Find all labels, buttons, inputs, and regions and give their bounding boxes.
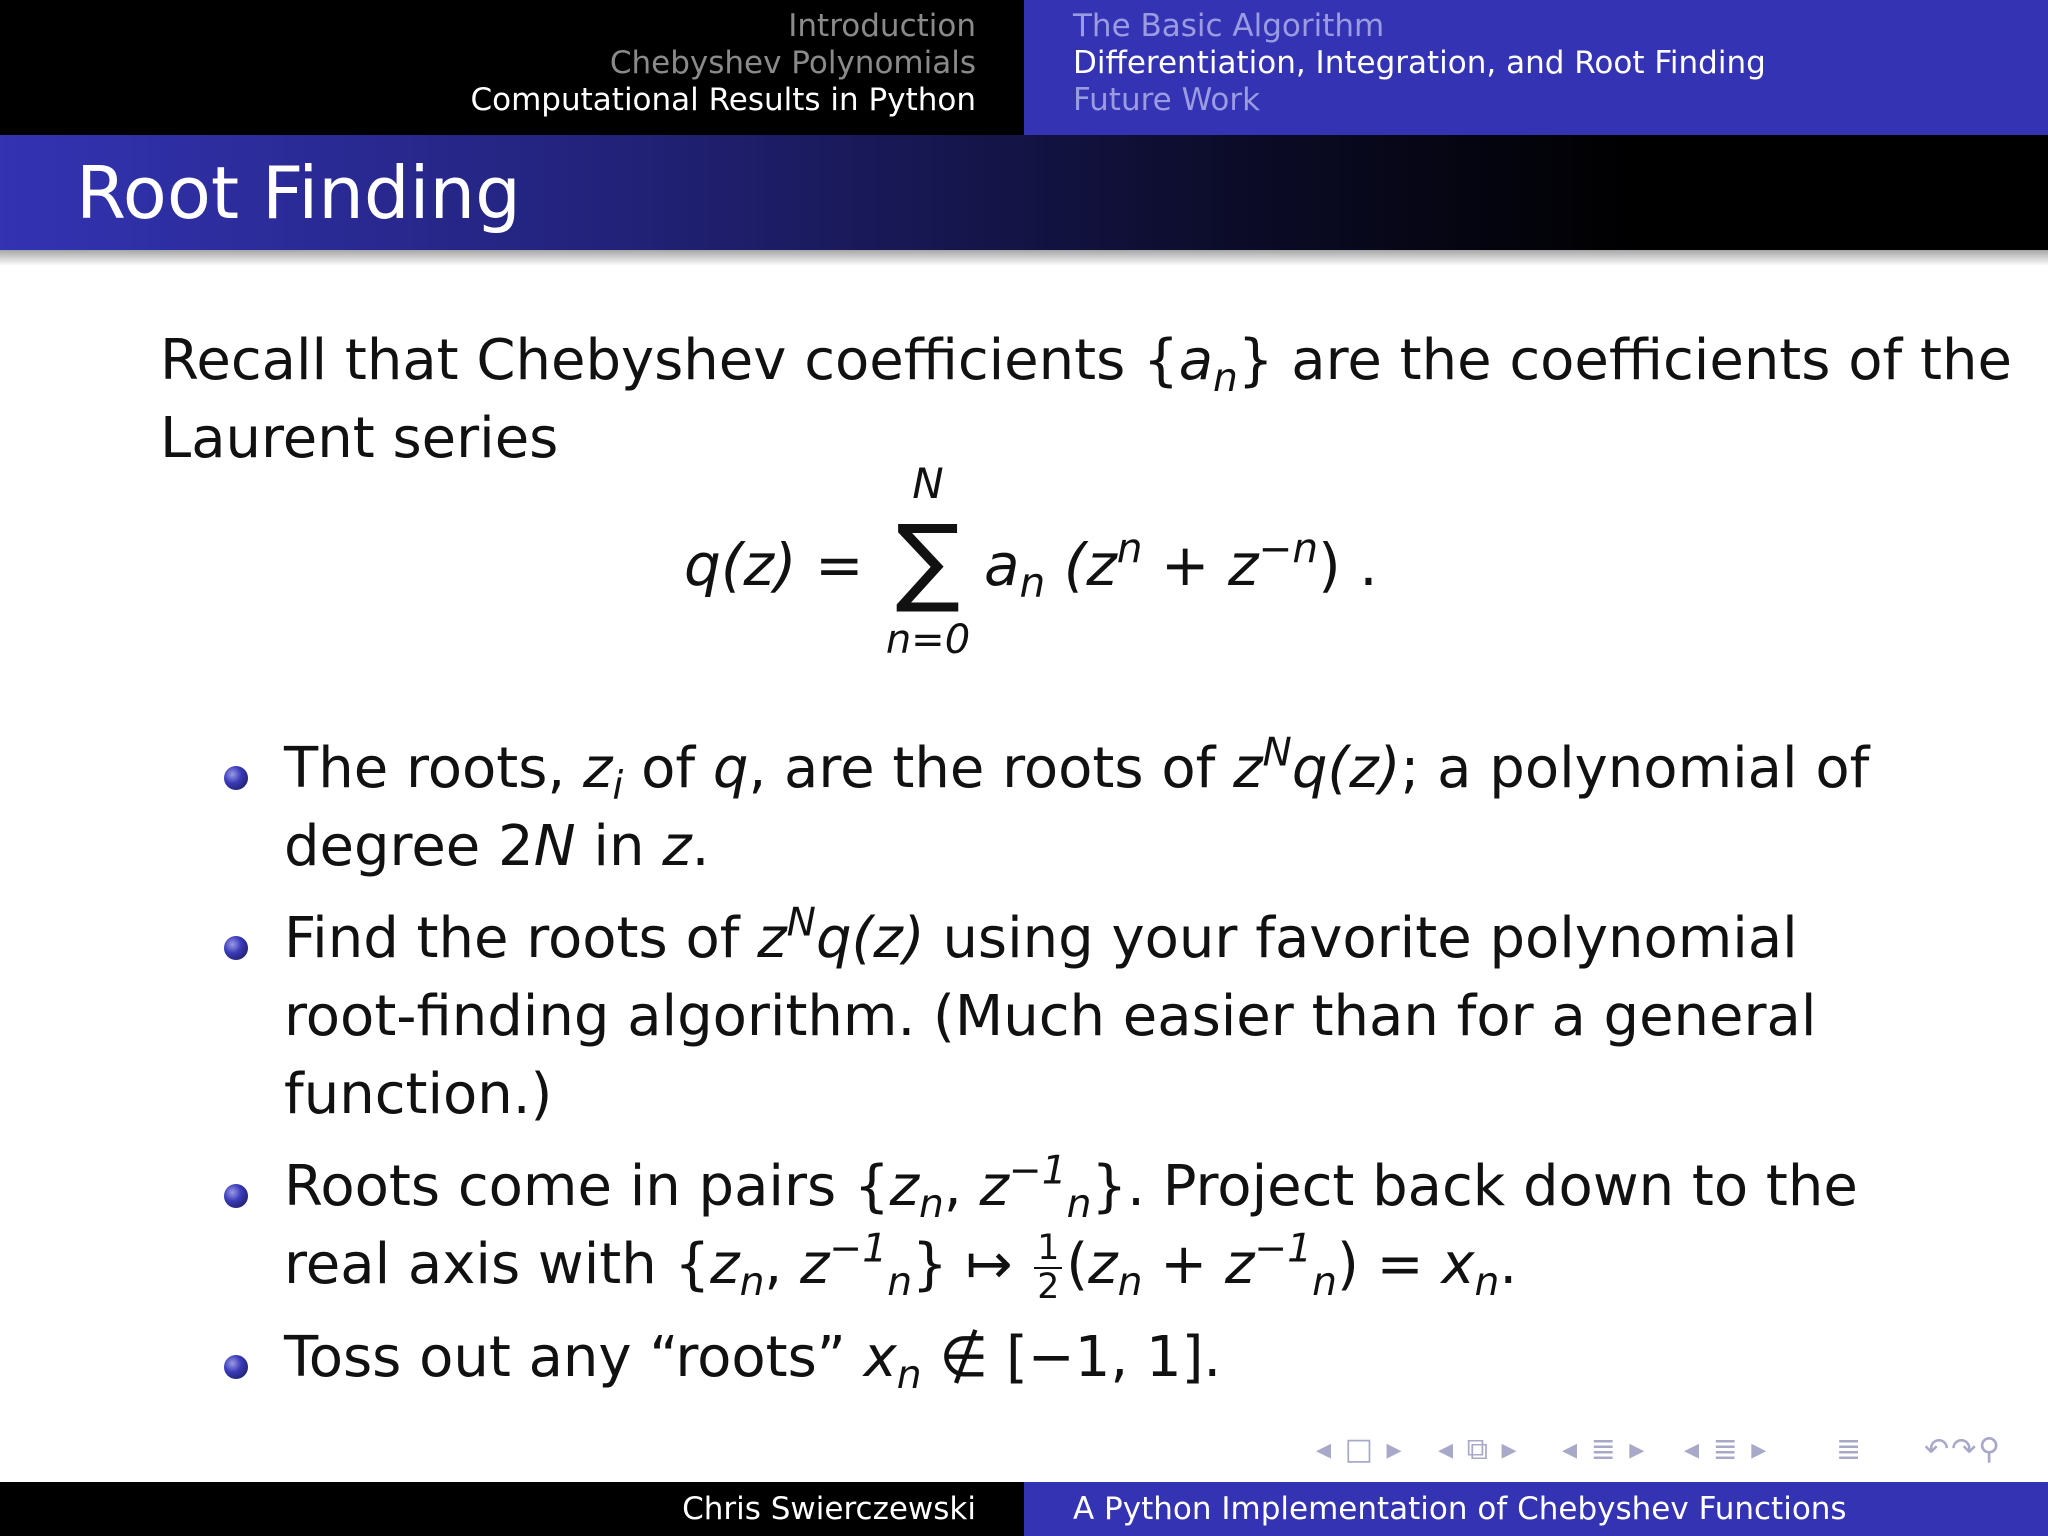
equation-lhs: q(z) = — [684, 531, 864, 599]
b1-t3: , are the roots of — [748, 736, 1234, 801]
b3-comma: , — [943, 1154, 980, 1219]
b3-n5: n — [1117, 1259, 1143, 1305]
nav-toc-icon[interactable]: ≣ — [1836, 1432, 1864, 1467]
sum-lower-limit: n=0 — [885, 617, 971, 663]
summation — [880, 459, 976, 663]
eq-a: a — [984, 531, 1020, 599]
bullet-toss-out — [0, 1319, 1904, 1397]
section-navigation — [0, 0, 1024, 135]
bullet-dot-icon — [224, 1184, 248, 1208]
nav-subsubsection-icon[interactable]: ◂ ≣ ▸ — [1684, 1432, 1769, 1467]
intro-a: a — [1178, 328, 1214, 393]
equation-rhs — [984, 524, 1378, 608]
bullet-find-roots — [0, 900, 1904, 1134]
b2-qz: q(z) — [816, 906, 925, 971]
b3-plus: + — [1142, 1232, 1225, 1297]
b3-n2: n — [1066, 1181, 1092, 1227]
eq-exp1: n — [1116, 524, 1143, 573]
nav-section-icon[interactable]: ◂ ≣ ▸ — [1562, 1432, 1647, 1467]
b2-t1: Find the roots of — [284, 906, 758, 971]
frame-title: Root Finding — [76, 151, 521, 235]
b3-n6: n — [1312, 1259, 1337, 1305]
eq-close: ) . — [1318, 531, 1378, 599]
eq-open: (z — [1045, 531, 1117, 599]
b1-t5: in — [575, 814, 663, 879]
b1-t2: of — [623, 736, 713, 801]
eq-plus: + z — [1142, 531, 1259, 599]
eq-a-sub: n — [1019, 559, 1046, 608]
b3-exp: −1 — [1008, 1148, 1067, 1194]
b3-exp2: −1 — [829, 1226, 888, 1272]
b1-z2: z — [1233, 736, 1263, 801]
sigma-symbol: ∑ — [895, 504, 961, 616]
bullet-dot-icon — [224, 1355, 248, 1379]
b3-z4: z — [800, 1232, 830, 1297]
b1-N: N — [1262, 730, 1292, 776]
b4-n: n — [896, 1353, 922, 1399]
b3-t3: } ↦ — [912, 1232, 1031, 1297]
subsection-navigation — [1024, 0, 2048, 135]
b4-interval: [−1, 1]. — [1005, 1325, 1222, 1391]
nav-frame-icon[interactable]: ◂ □ ▸ — [1316, 1432, 1404, 1467]
b1-t6: . — [691, 814, 710, 879]
bullet-dot-icon — [224, 766, 248, 790]
b1-i: i — [612, 763, 624, 809]
b1-N2: N — [533, 814, 576, 879]
b2-z: z — [757, 906, 787, 971]
nav-subsection-icon[interactable]: ◂ ⧉ ▸ — [1438, 1432, 1519, 1467]
b3-n7: n — [1474, 1259, 1500, 1305]
b3-z2: z — [979, 1154, 1009, 1219]
b1-q: q — [712, 736, 749, 801]
nav-subsection-differentiation[interactable]: Differentiation, Integration, and Root Finding — [1073, 45, 1766, 81]
b3-z6: z — [1224, 1232, 1255, 1297]
b3-comma2: , — [764, 1232, 801, 1297]
b3-t6: . — [1499, 1232, 1518, 1297]
intro-line2: Laurent series — [160, 406, 559, 471]
frac-num: 1 — [1034, 1230, 1062, 1268]
bullet-list — [0, 730, 2048, 1411]
one-half-fraction — [1034, 1230, 1062, 1305]
b4-t1: Toss out any “roots” — [284, 1325, 864, 1391]
frame-title-bar — [0, 135, 2048, 250]
nav-subsection-future-work[interactable]: Future Work — [1073, 82, 1261, 118]
bullet-dot-icon — [224, 936, 248, 960]
intro-n: n — [1213, 355, 1238, 401]
b3-x: x — [1441, 1232, 1475, 1297]
nav-section-chebyshev-polynomials[interactable]: Chebyshev Polynomials — [609, 45, 976, 81]
b1-t4: ; a polynomial of degree 2 — [284, 736, 1870, 879]
b4-notin: ∉ — [921, 1325, 1006, 1391]
b1-qz: q(z) — [1291, 736, 1401, 801]
b3-exp3: −1 — [1254, 1226, 1313, 1272]
frac-den: 2 — [1037, 1266, 1060, 1307]
title-shadow — [0, 250, 2048, 266]
b3-t4: ( — [1066, 1232, 1089, 1297]
footer-talk-title: A Python Implementation of Chebyshev Functions — [1024, 1482, 2048, 1536]
b1-t1: The roots, — [284, 736, 584, 801]
b3-t2: }. Project back down to the real axis with { — [284, 1154, 1858, 1297]
nav-search-icon[interactable]: ↶↷⚲ — [1924, 1432, 2003, 1467]
nav-section-introduction[interactable]: Introduction — [788, 8, 976, 44]
bullet-roots-of-q — [0, 730, 1904, 886]
eq-exp2: −n — [1258, 524, 1319, 573]
b2-N: N — [786, 900, 816, 946]
b1-z: z — [583, 736, 613, 801]
b3-t1: Roots come in pairs { — [284, 1154, 890, 1219]
intro-text-a: Recall that Chebyshev coefficients { — [160, 328, 1179, 393]
footer-author: Chris Swierczewski — [0, 1482, 1024, 1536]
b3-n4: n — [887, 1259, 913, 1305]
b3-n: n — [919, 1181, 944, 1227]
b3-t5: ) = — [1336, 1232, 1442, 1297]
b3-n3: n — [739, 1259, 765, 1305]
b2-t2: using your favorite polynomial root-finding algorithm. (Much easier than for a general function.) — [284, 906, 1817, 1127]
intro-text-b: } are the coefficients of the — [1237, 328, 2012, 393]
bullet-root-pairs — [0, 1148, 1904, 1305]
nav-subsection-basic-algorithm[interactable]: The Basic Algorithm — [1073, 8, 1385, 44]
b4-x: x — [863, 1325, 897, 1391]
nav-section-computational-results[interactable]: Computational Results in Python — [470, 82, 976, 118]
b3-z5: z — [1088, 1232, 1118, 1297]
b3-z3: z — [710, 1232, 740, 1297]
intro-text — [160, 322, 2012, 478]
b3-z: z — [889, 1154, 920, 1219]
sum-upper-limit: N — [912, 459, 944, 508]
b1-z3: z — [662, 814, 692, 879]
